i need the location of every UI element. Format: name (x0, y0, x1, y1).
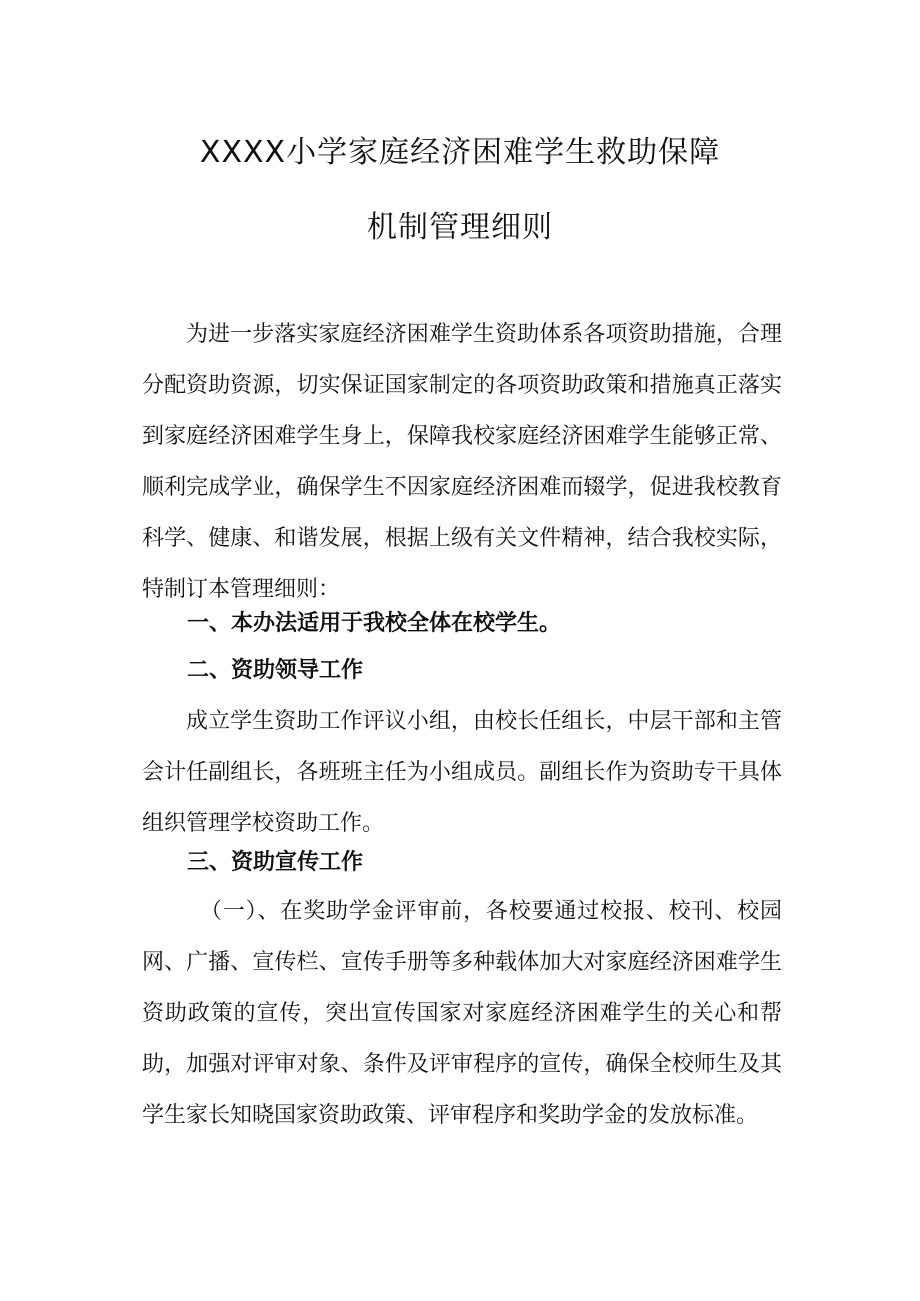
section-2-paragraph: 成立学生资助工作评议小组，由校长任组长，中层干部和主管会计任副组长，各班班主任为小组成员。副组长作为资助专干具体组织管理学校资助工作。 (142, 709, 782, 836)
intro-paragraph: 为进一步落实家庭经济困难学生资助体系各项资助措施，合理分配资助资源，切实保证国家制定的各项资助政策和措施真正落实到家庭经济困难学生身上，保障我校家庭经济困难学生能够正常、顺利完成学业，确保学生不因家庭经济困难而辍学，促进我校教育科学、健康、和谐发展，根据上级有关文件精神，结合我校实际，特制订本管理细则： (142, 322, 782, 602)
section-3-heading: 三、资助宣传工作 (187, 850, 364, 875)
document-title-line-1: XXXX小学家庭经济困难学生救助保障 (199, 135, 721, 170)
document-title-line-2: 机制管理细则 (367, 210, 553, 245)
section-2-heading: 二、资助领导工作 (187, 658, 364, 683)
section-1-heading: 一、本办法适用于我校全体在校学生。 (187, 611, 562, 636)
section-3-paragraph: （一）、在奖助学金评审前，各校要通过校报、校刊、校园网、广播、宣传栏、宣传手册等多种载体加大对家庭经济困难学生资助政策的宣传，突出宣传国家对家庭经济困难学生的关心和帮助，加强对评审对象、条件及评审程序的宣传，确保全校师生及其学生家长知晓国家资助政策、评审程序和奖助学金的发放标准。 (142, 899, 782, 1128)
